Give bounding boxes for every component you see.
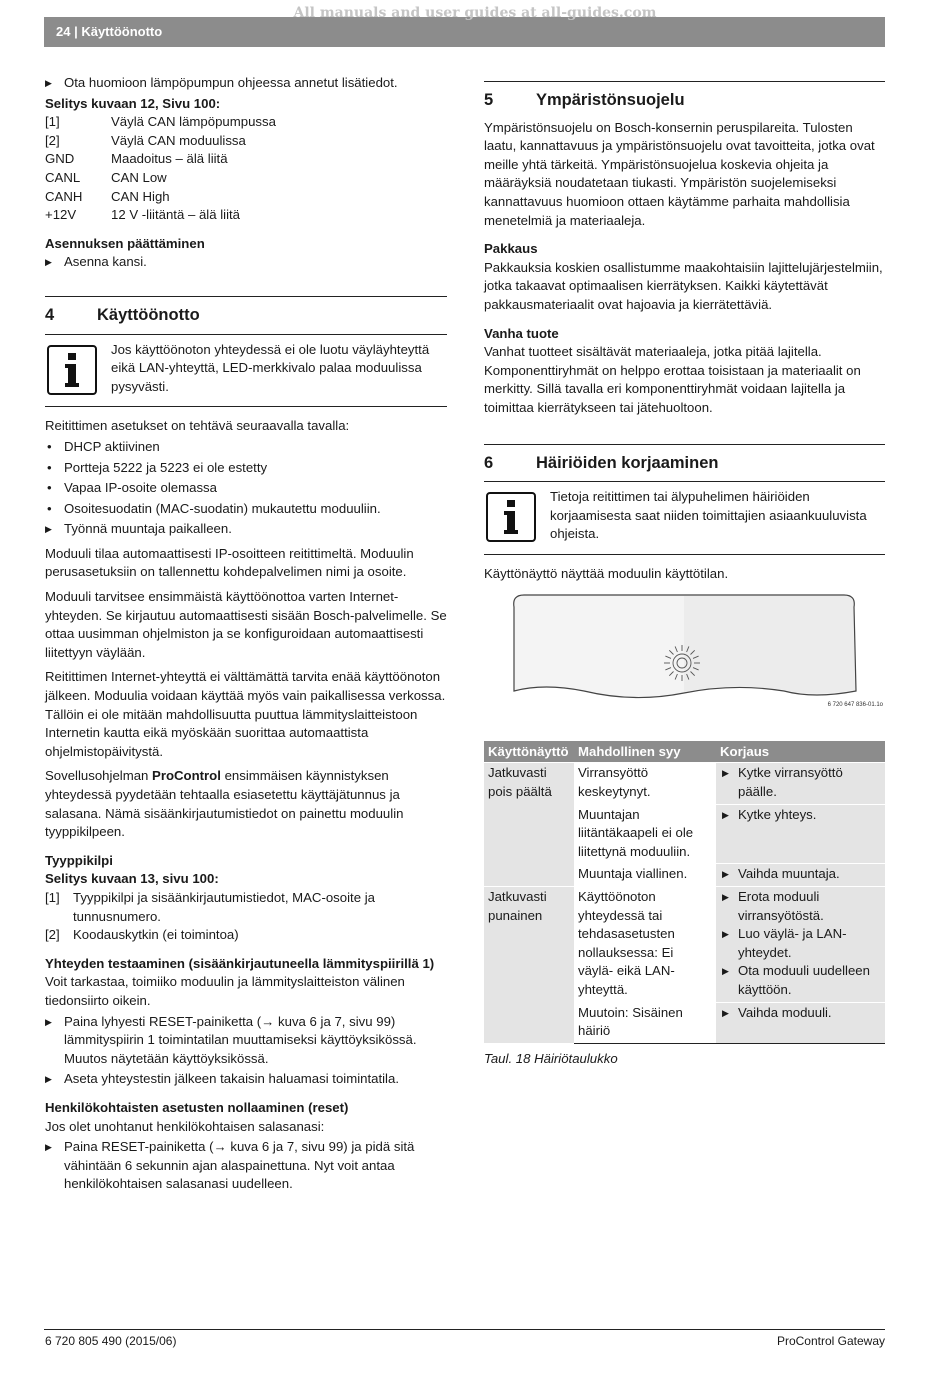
- table-header-row: [484, 741, 885, 763]
- legend-item: [45, 889, 447, 926]
- cause-cell: Muutoin: Sisäinen häiriö: [574, 1002, 716, 1043]
- legend-title: Selitys kuvaan 13, sivu 100:: [45, 871, 219, 887]
- legend-value: CAN Low: [111, 169, 167, 185]
- info-text: Tietoja reitittimen tai älypuhelimen häiriöiden korjaamisesta saat niiden toimittajien asiaankuuluvista ohjeista.: [550, 489, 867, 542]
- legend-item: [45, 150, 447, 169]
- section-title: Häiriöiden korjaaminen: [536, 453, 719, 472]
- subheading: Yhteyden testaaminen (sisäänkirjautuneella lämmityspiirillä 1): [45, 955, 435, 971]
- text-run: ensimmäisen käynnistyksen yhteydessä pyydetään tehtaalla esiasetettu käyttäjätunnus ja salasana. Nämä sisäänkirjautumistiedot on painettu moduulin tyyppikilpeen.: [45, 768, 404, 840]
- paragraph: Jos olet unohtanut henkilökohtaisen salasanasi:: [45, 1118, 325, 1134]
- section-number: 4: [45, 305, 55, 324]
- info-icon: [486, 492, 536, 542]
- remedy-step: ▶ Vaihda moduuli.: [720, 1004, 881, 1023]
- fault-table: [484, 741, 885, 1043]
- instruction-step: ▶ Ota huomioon lämpöpumpun ohjeessa annetut lisätiedot.: [45, 74, 447, 93]
- text-run: Sovellusohjelman: [45, 768, 153, 784]
- remedy-step: ▶ Kytke virransyöttö päälle.: [720, 764, 881, 801]
- left-column: [45, 74, 447, 1196]
- legend-list: [45, 113, 447, 225]
- display-state-cell: Jatkuvasti pois päältä: [484, 763, 574, 887]
- info-text: Jos käyttöönoton yhteydessä ei ole luotu väyläyhteyttä eikä LAN-yhteyttä, LED-merkkivalo palaa moduulissa pysyvästi.: [111, 341, 430, 394]
- section-number: 5: [484, 91, 494, 109]
- legend-key: [1]: [45, 889, 60, 905]
- paragraph: Moduuli tarvitsee ensimmäistä käyttöönottoa varten Internet-yhteyden. Se kirjautuu automaattisesti sisään Bosch-palvelimelle. Se ottaa uusimman ohjelmiston ja se konfiguroidaan automaattisesti liitettyyn väylään.: [45, 589, 447, 660]
- paragraph: [45, 767, 447, 841]
- info-icon: [47, 345, 97, 395]
- column-header: Käyttönäyttö: [484, 741, 574, 763]
- paragraph: Moduuli tilaa automaattisesti IP-osoitteen reitittimeltä. Moduulin perusasetuksiin on tallennettu kohdepalvelimen nimi ja osoite.: [45, 545, 414, 580]
- cause-cell: Virransyöttö keskeytynyt.: [574, 763, 716, 804]
- instruction-step: ▶ Asenna kansi.: [45, 253, 447, 272]
- cause-cell: Käyttöönoton yhteydessä tai tehdasasetusten nollauksessa: Ei väylä- eikä LAN-yhteyttä.: [574, 887, 716, 1003]
- bullet-list: [45, 438, 447, 518]
- legend-value: 12 V -liitäntä – älä liitä: [111, 207, 241, 223]
- fix-cell: [716, 864, 885, 887]
- cause-cell: Muuntaja viallinen.: [574, 864, 716, 887]
- legend-key: [2]: [45, 132, 60, 148]
- section-6-heading: [484, 444, 885, 482]
- table-caption: Taul. 18 Häiriötaulukko: [484, 1050, 618, 1066]
- list-item: • Osoitesuodatin (MAC-suodatin) mukautettu moduuliin.: [45, 500, 447, 519]
- display-state-cell: Jatkuvasti punainen: [484, 887, 574, 1044]
- remedy-step: ▶ Luo väylä- ja LAN-yhteydet.: [720, 925, 881, 962]
- column-header: Mahdollinen syy: [574, 741, 716, 763]
- figure-code: 6 720 647 836-01.1o: [827, 702, 883, 709]
- remedy-step: ▶ Ota moduuli uudelleen käyttöön.: [720, 962, 881, 999]
- paragraph: Käyttönäyttö näyttää moduulin käyttötilan.: [484, 565, 729, 581]
- list-item: • Portteja 5222 ja 5223 ei ole estetty: [45, 459, 447, 478]
- remedy-step: ▶ Vaihda muuntaja.: [720, 865, 881, 884]
- cause-cell: Muuntajan liitäntäkaapeli ei ole liitettynä moduuliin.: [574, 804, 716, 864]
- legend-value: Maadoitus – älä liitä: [111, 151, 228, 167]
- instruction-step: ▶ Aseta yhteystestin jälkeen takaisin haluamasi toimintatila.: [45, 1070, 447, 1089]
- legend-item: [45, 113, 447, 132]
- legend-key: CANL: [45, 169, 81, 185]
- list-item: • DHCP aktiivinen: [45, 438, 447, 457]
- section-number: 6: [484, 453, 494, 472]
- product-name: ProControl: [152, 768, 221, 784]
- legend-value: CAN High: [111, 188, 170, 204]
- fix-cell: [716, 763, 885, 804]
- subheading: Asennuksen päättäminen: [45, 235, 205, 251]
- legend-item: [45, 169, 447, 188]
- module-display-figure: [484, 593, 885, 723]
- remedy-step: ▶ Erota moduuli virransyötöstä.: [720, 888, 881, 925]
- watermark: All manuals and user guides at all-guides.com: [293, 5, 657, 21]
- instruction-step: ▶ Työnnä muuntaja paikalleen.: [45, 520, 447, 539]
- legend-value: Koodauskytkin (ei toimintoa): [73, 927, 239, 943]
- instruction-step: ▶ Paina RESET-painiketta (→ kuva 6 ja 7, sivu 99) ja pidä sitä vähintään 6 sekunnin ajan alaspainettuna. Nyt voit antaa henkilökohtaisen salasanasi uudelleen.: [45, 1138, 447, 1194]
- info-note: [45, 334, 447, 408]
- legend-value: Väylä CAN lämpöpumpussa: [111, 114, 276, 130]
- paragraph: Vanhat tuotteet sisältävät materiaaleja, jotka pitää lajitella. Komponenttiryhmät on helppo erottaa toisistaan ja materiaalit on merkitty. Sillä tavalla eri komponenttiryhmät voidaan lajitella ja toimittaa kierrätykseen tai jätehuoltoon.: [484, 344, 861, 415]
- legend-value: Tyyppikilpi ja sisäänkirjautumistiedot, MAC-osoite ja tunnusnumero.: [73, 889, 375, 924]
- legend-key: GND: [45, 151, 75, 167]
- subheading: Pakkaus: [484, 241, 538, 257]
- legend-list: [45, 889, 447, 945]
- legend-item: [45, 188, 447, 207]
- legend-key: CANH: [45, 188, 83, 204]
- legend-key: [2]: [45, 927, 60, 943]
- instruction-step: ▶ Paina lyhyesti RESET-painiketta (→ kuva 6 ja 7, sivu 99) lämmityspiirin 1 toimintatilan muuttamiseksi käyttöyksikössä. Muutos näytetään käyttöyksikössä.: [45, 1013, 447, 1069]
- module-illustration: [484, 593, 885, 723]
- fix-cell: [716, 1002, 885, 1043]
- paragraph: Voit tarkastaa, toimiiko moduulin ja lämmityslaitteiston välinen tiedonsiirto oikein.: [45, 974, 405, 1008]
- info-note: [484, 481, 885, 555]
- footer-divider: [44, 1329, 885, 1330]
- legend-value: Väylä CAN moduulissa: [111, 132, 246, 148]
- section-title: Käyttöönotto: [97, 305, 200, 324]
- paragraph: Ympäristönsuojelu on Bosch-konsernin peruspilareita. Tulosten laatu, kannattavuus ja ympäristönsuojelu ovat tavoitteita, jotka ovat meille yhtä tärkeitä. Ympäristönsuojelua koskevia ohjeita ja määräyksiä noudatetaan tiukasti. Ympäristön suojelemiseksi kannattavuus huomioon ottaen käytämme parhaita mahdollisia menetelmiä ja materiaaleja.: [484, 119, 875, 228]
- paragraph: Reitittimen asetukset on tehtävä seuraavalla tavalla:: [45, 418, 350, 434]
- list-item: • Vapaa IP-osoite olemassa: [45, 479, 447, 498]
- page-header: 24 | Käyttöönotto: [44, 17, 885, 47]
- section-title: Ympäristönsuojelu: [536, 91, 685, 109]
- fix-cell: [716, 804, 885, 864]
- column-header: Korjaus: [716, 741, 885, 763]
- table-row: [484, 887, 885, 1003]
- legend-key: [1]: [45, 114, 60, 130]
- subheading: Henkilökohtaisten asetusten nollaaminen (reset): [45, 1099, 349, 1115]
- remedy-step: ▶ Kytke yhteys.: [720, 806, 881, 825]
- footer-doc-number: 6 720 805 490 (2015/06): [45, 1334, 177, 1348]
- legend-item: [45, 132, 447, 151]
- legend-item: [45, 926, 447, 945]
- legend-title: Selitys kuvaan 12, Sivu 100:: [45, 95, 221, 111]
- paragraph: Reitittimen Internet-yhteyttä ei välttämättä tarvita enää käyttöönoton jälkeen. Moduulia voidaan käyttää myös vain paikallisessa verkossa. Tällöin ei ole mitään mahdollisuutta puuttua lämmityslaitteistoon Internetin kautta eikä myöskään suorittaa automaattista ohjelmistopäivitystä.: [45, 669, 446, 759]
- section-4-heading: [45, 296, 447, 334]
- subheading: Vanha tuote: [484, 325, 559, 341]
- footer-product-name: ProControl Gateway: [776, 1334, 885, 1348]
- paragraph: Pakkauksia koskien osallistumme maakohtaisiin lajittelujärjestelmiin, jotka takaavat optimaalisen kierrätyksen. Kaikki käytettävät pakkausmateriaalit ovat hajoavia ja kierrätettäviä.: [484, 259, 883, 312]
- section-5-heading: [484, 81, 885, 119]
- legend-key: +12V: [45, 207, 77, 223]
- right-column: [484, 81, 885, 1074]
- fix-cell: [716, 887, 885, 1003]
- subheading: Tyyppikilpi: [45, 852, 113, 868]
- table-row: [484, 763, 885, 804]
- legend-item: [45, 206, 447, 225]
